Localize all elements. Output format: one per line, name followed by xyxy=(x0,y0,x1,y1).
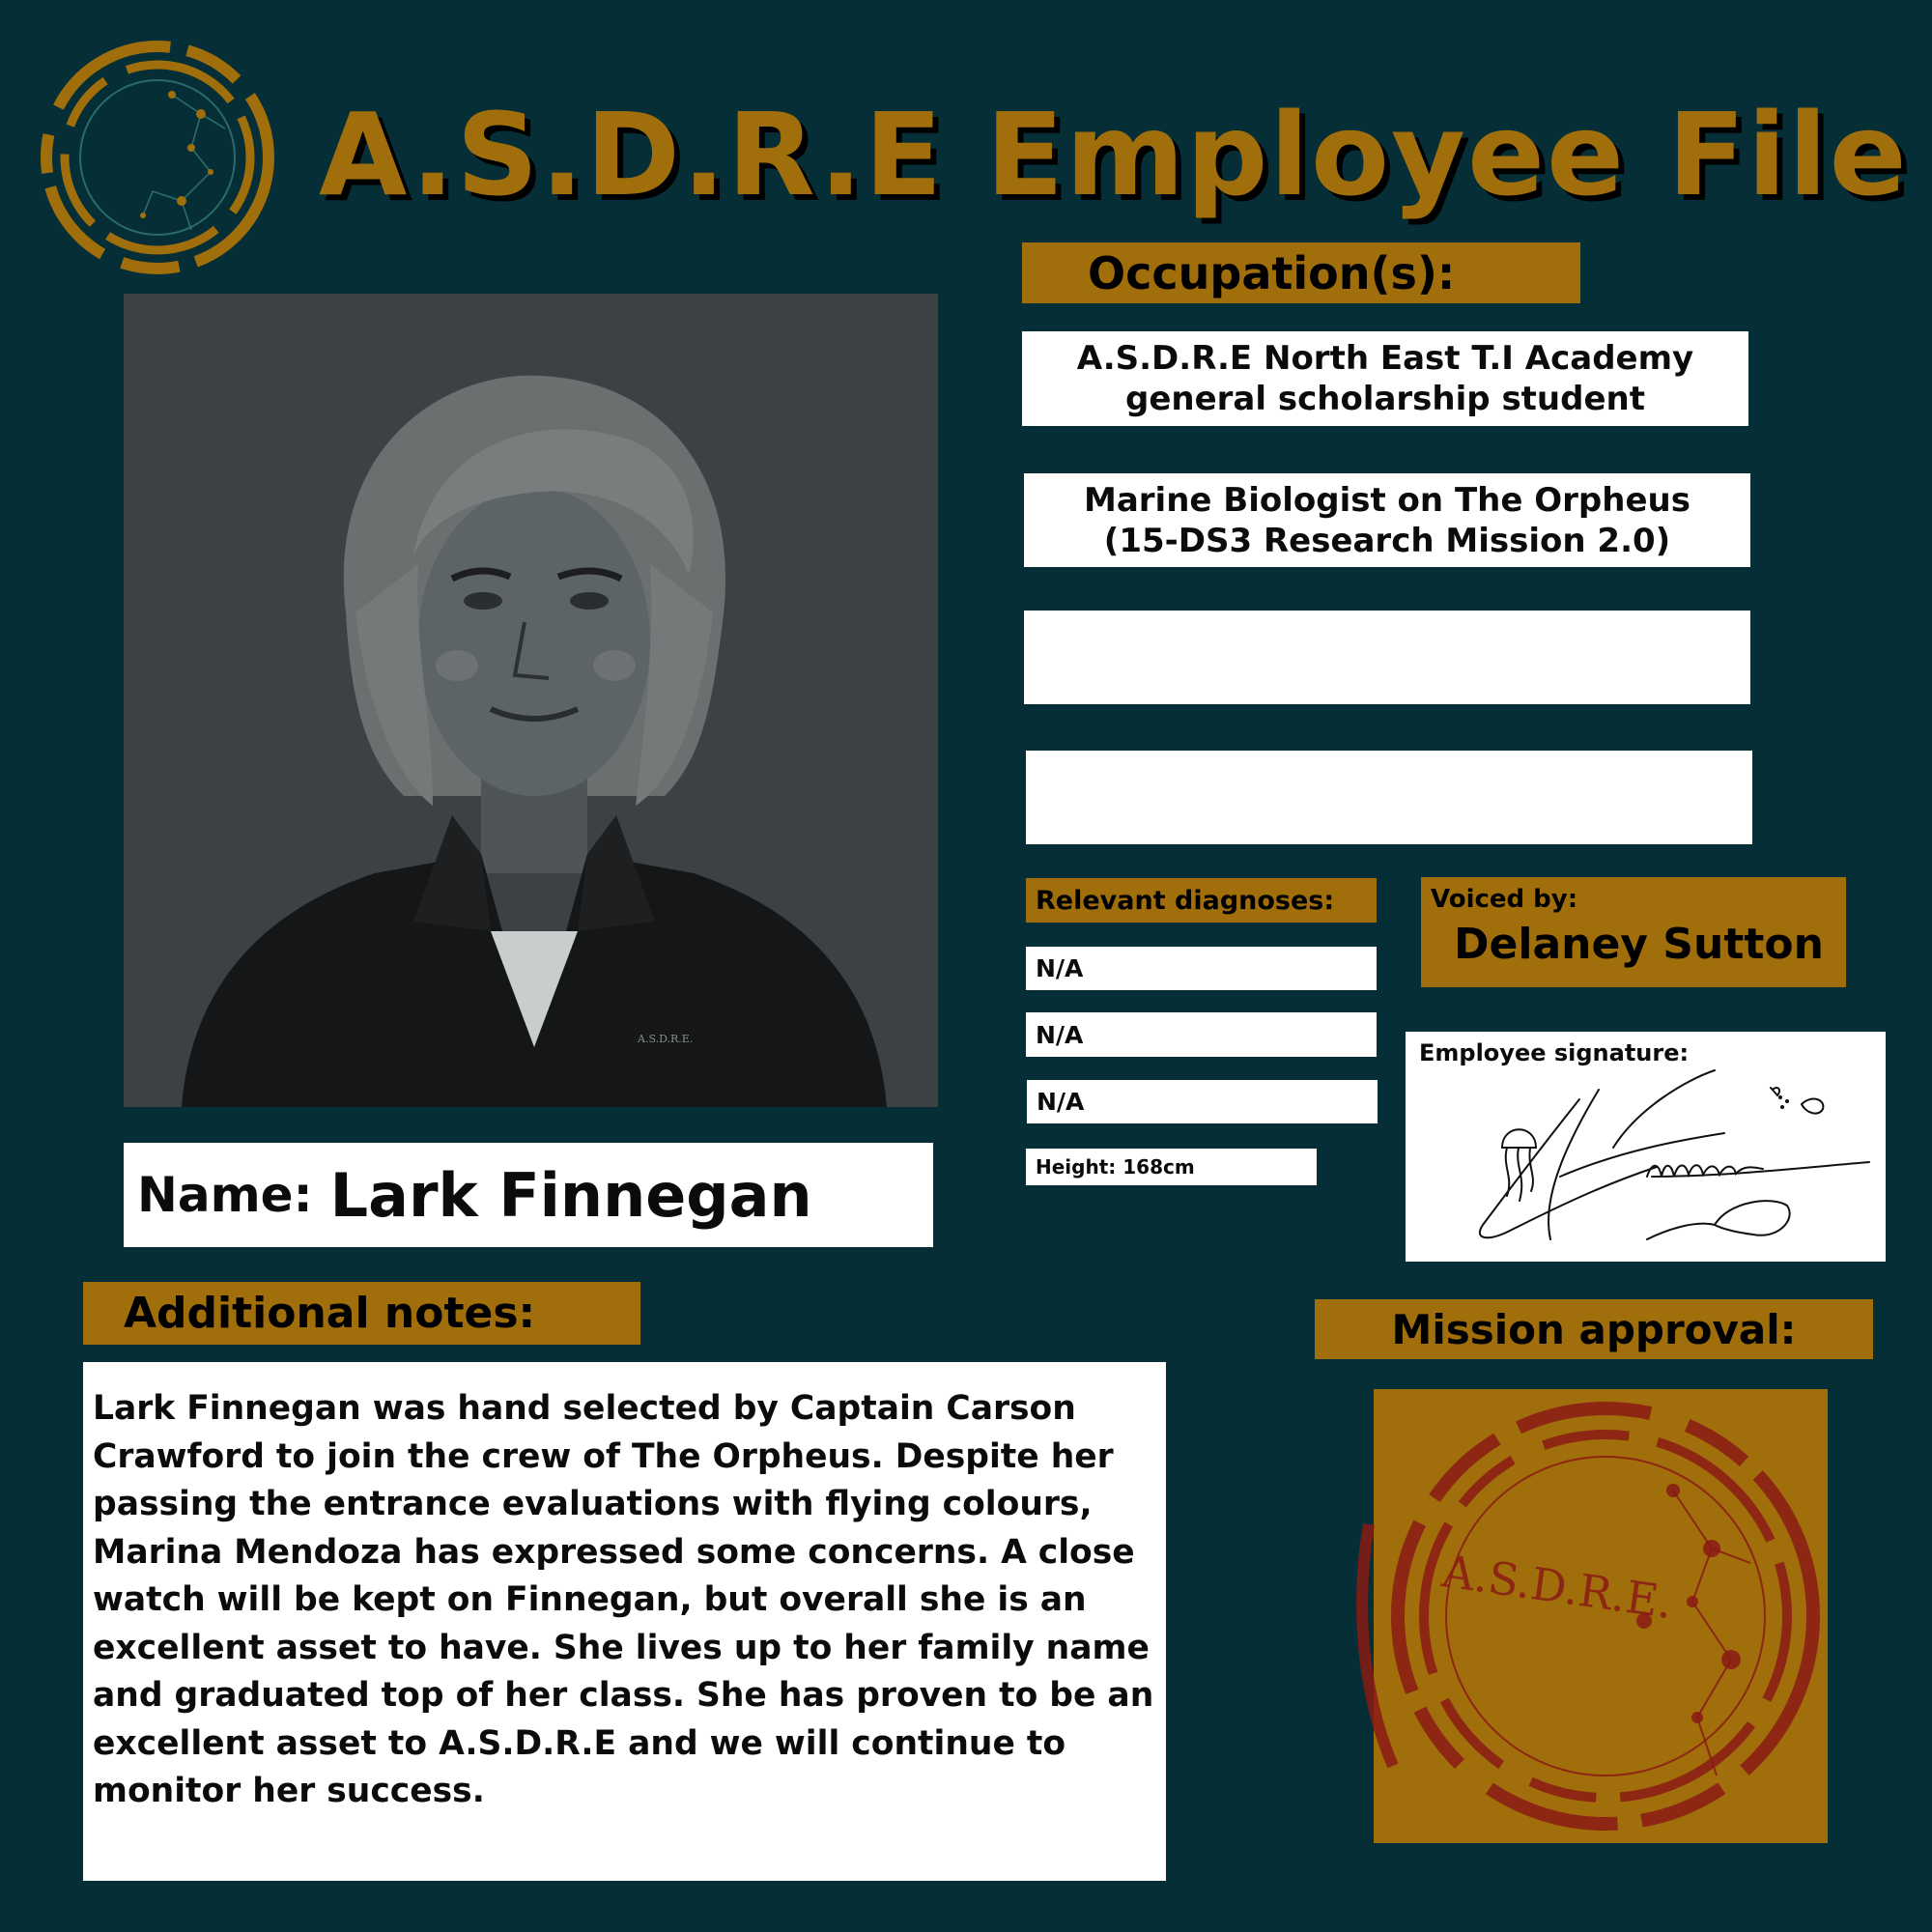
diagnosis-field-1: N/A xyxy=(1026,947,1377,990)
signature-drawing xyxy=(1406,1032,1886,1262)
height-field: Height: 168cm xyxy=(1026,1149,1317,1185)
occupation-field-3 xyxy=(1024,611,1750,704)
approval-stamp-icon xyxy=(1325,1379,1847,1862)
approval-stamp-box xyxy=(1374,1389,1828,1843)
employee-name: Lark Finnegan xyxy=(329,1159,812,1231)
asdre-logo-icon xyxy=(37,37,278,278)
diagnosis-field-2: N/A xyxy=(1026,1012,1377,1057)
page-title: A.S.D.R.E Employee File xyxy=(319,88,1909,221)
voice-actor-name: Delaney Sutton xyxy=(1454,920,1824,969)
voice-label: Voiced by: xyxy=(1431,885,1578,914)
signature-box xyxy=(1406,1032,1886,1262)
notes-text: Lark Finnegan was hand selected by Captain Carson Crawford to join the crew of The Orpheus. Despite her passing the entrance evaluations with flying colours, Marina Mendoza has expressed some concerns. A close watch will be kept on Finnegan, but overall she is an excellent asset to have. She lives up to her family name and graduated top of her class. She has proven to be an excellent asset to A.S.D.R.E and we will continue to monitor her success. xyxy=(83,1362,1166,1881)
stamp-text: A.S.D.R.E. xyxy=(1438,1545,1676,1630)
mission-approval-label: Mission approval: xyxy=(1315,1299,1873,1359)
portrait-badge: A.S.D.R.E. xyxy=(638,1033,694,1045)
name-label: Name: xyxy=(137,1167,313,1223)
voice-actor-box xyxy=(1421,877,1846,987)
notes-label: Additional notes: xyxy=(83,1282,640,1345)
diagnoses-label: Relevant diagnoses: xyxy=(1026,878,1377,923)
diagnosis-field-3: N/A xyxy=(1027,1080,1378,1123)
occupation-field-4 xyxy=(1026,751,1752,844)
occupation-field-2: Marine Biologist on The Orpheus (15-DS3 Research Mission 2.0) xyxy=(1024,473,1750,567)
signature-label: Employee signature: xyxy=(1419,1039,1690,1066)
occupation-field-1: A.S.D.R.E North East T.I Academy general scholarship student xyxy=(1022,331,1748,426)
name-field xyxy=(124,1143,933,1247)
employee-portrait xyxy=(124,294,938,1107)
occupation-label: Occupation(s): xyxy=(1022,242,1580,303)
